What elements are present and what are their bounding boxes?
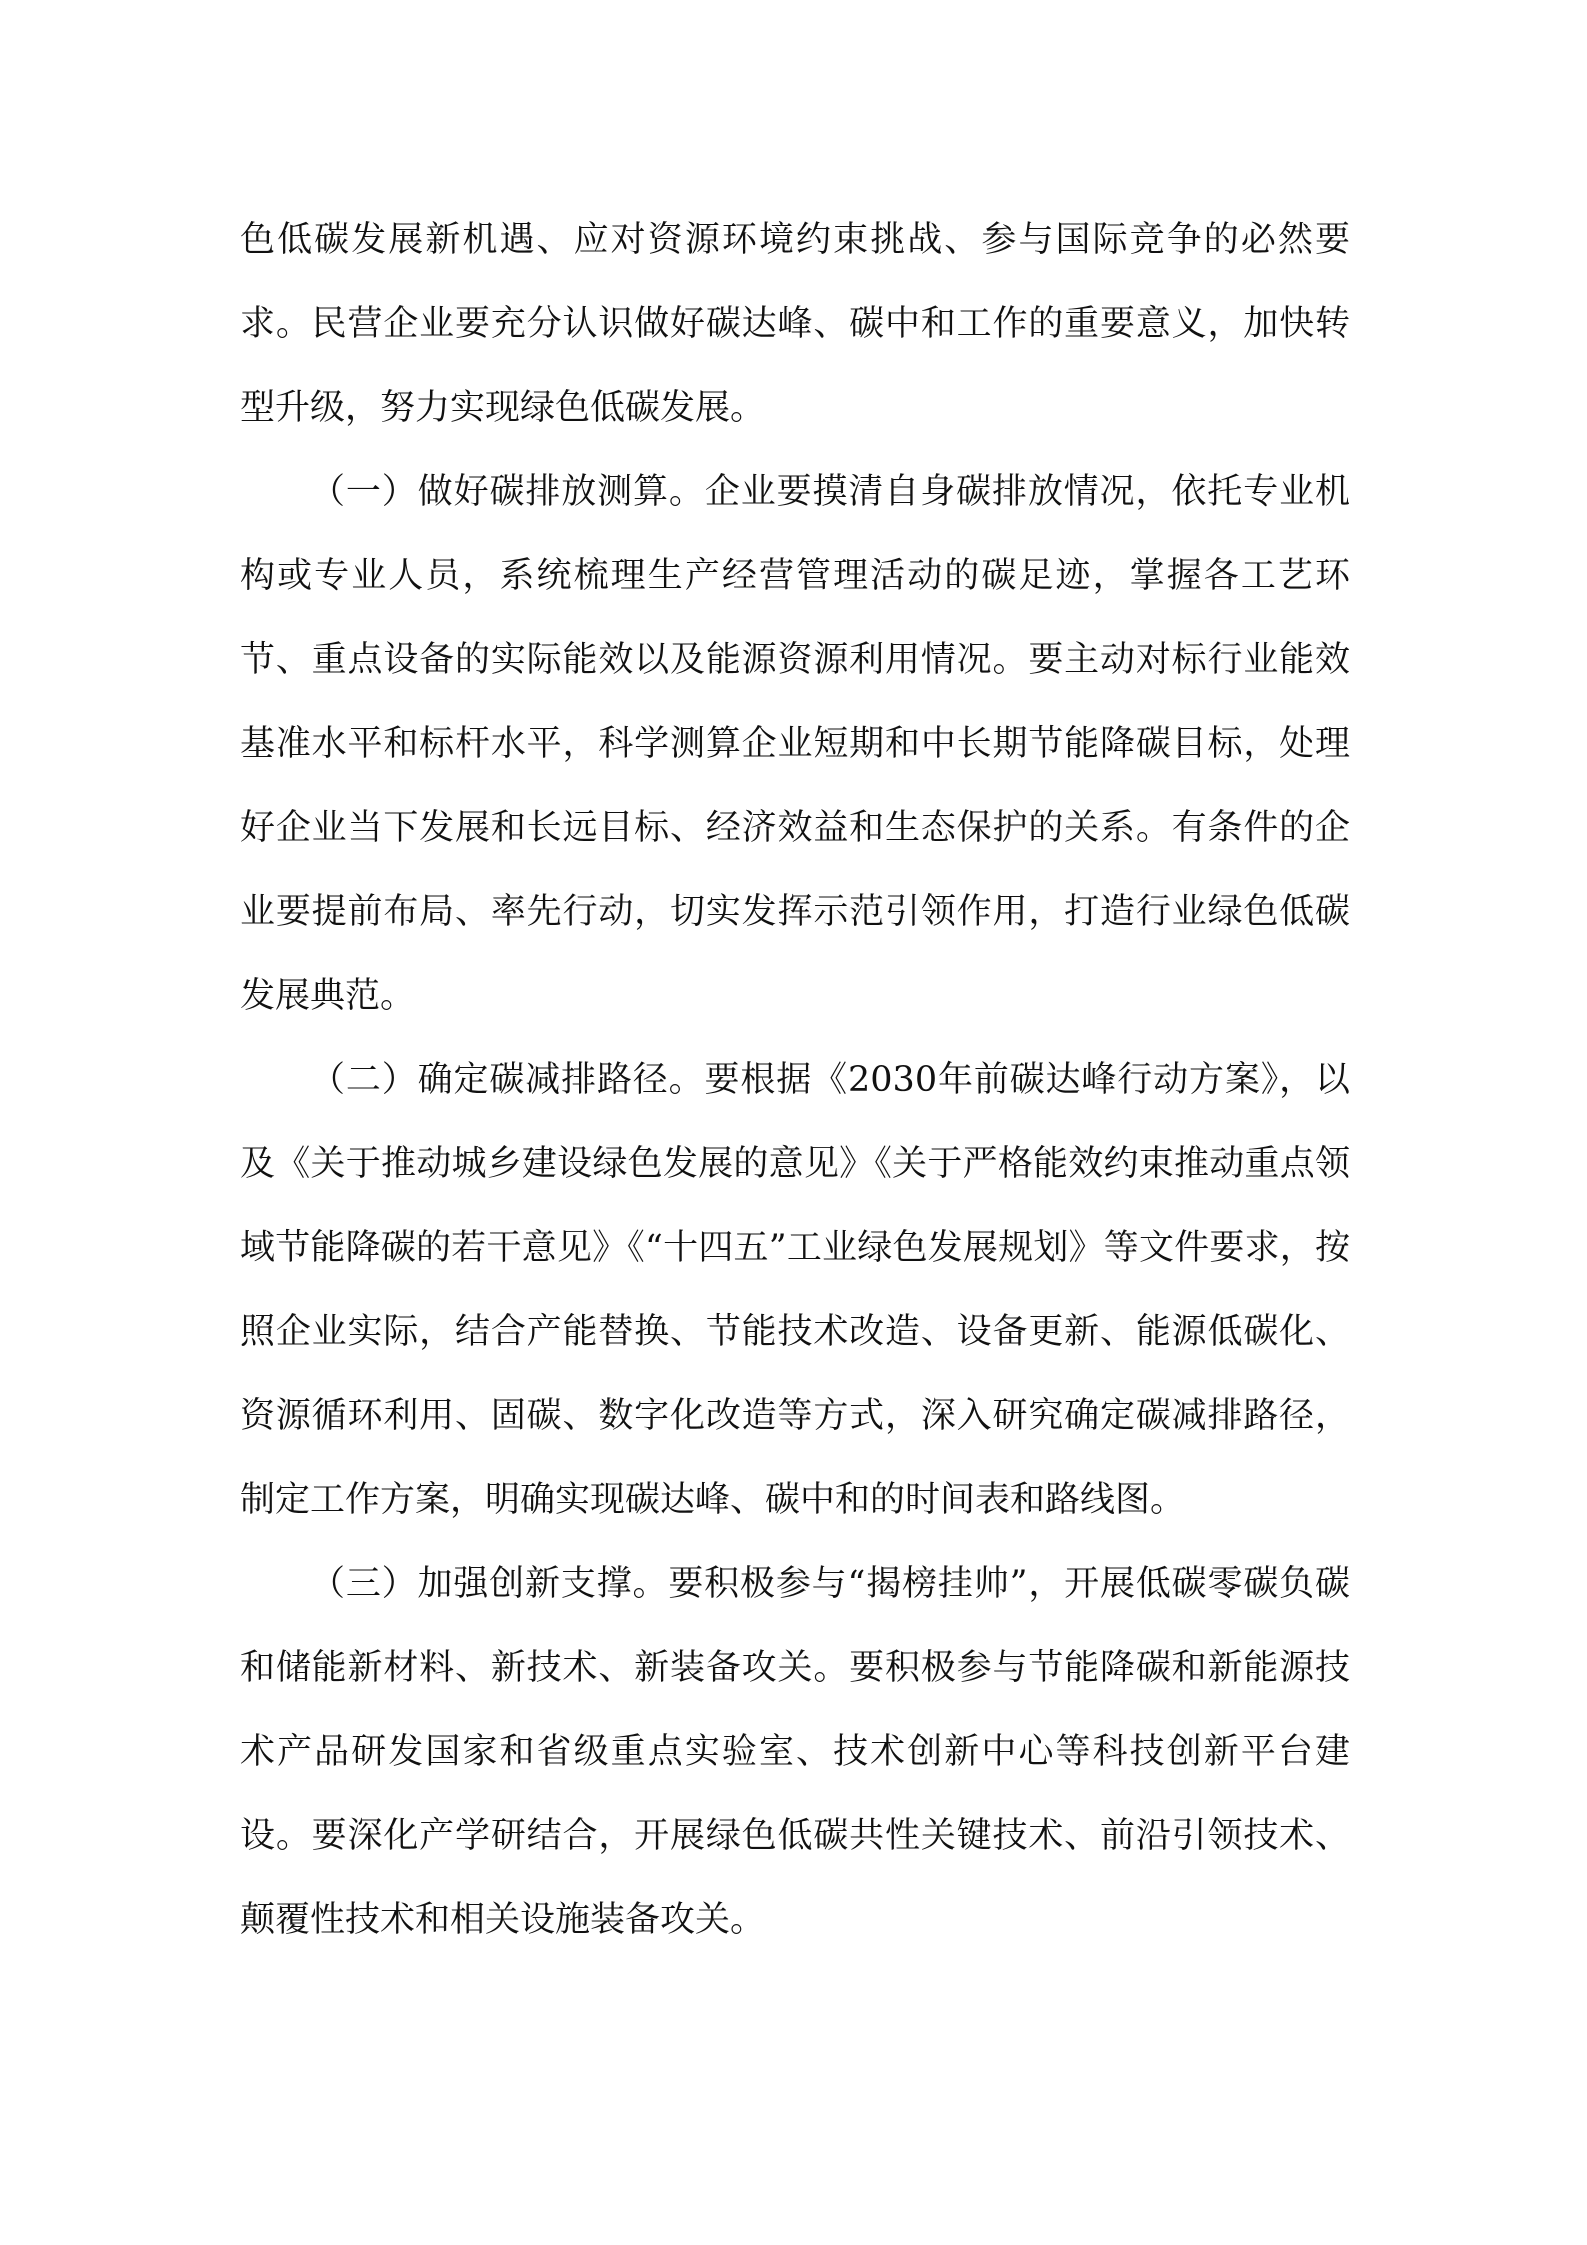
paragraph-continuation: 色低碳发展新机遇、应对资源环境约束挑战、参与国际竞争的必然要求。民营企业要充分认识做好碳达峰、碳中和工作的重要意义，加快转型升级，努力实现绿色低碳发展。 [240, 220, 1350, 428]
document-body [240, 198, 1350, 1962]
paragraph-emission-path: （二）确定碳减排路径。要根据《2030年前碳达峰行动方案》，以及《关于推动城乡建设绿色发展的意见》《关于严格能效约束推动重点领域节能降碳的若干意见》《“十四五”工业绿色发展规划》等文件要求，按照企业实际，结合产能替换、节能技术改造、设备更新、能源低碳化、资源循环利用、固碳、数字化改造等方式，深入研究确定碳减排路径，制定工作方案，明确实现碳达峰、碳中和的时间表和路线图。 [240, 1060, 1350, 1520]
paragraph-carbon-measurement: （一）做好碳排放测算。企业要摸清自身碳排放情况，依托专业机构或专业人员，系统梳理生产经营管理活动的碳足迹，掌握各工艺环节、重点设备的实际能效以及能源资源利用情况。要主动对标行业能效基准水平和标杆水平，科学测算企业短期和中长期节能降碳目标，处理好企业当下发展和长远目标、经济效益和生态保护的关系。有条件的企业要提前布局、率先行动，切实发挥示范引领作用，打造行业绿色低碳发展典范。 [240, 472, 1350, 1016]
paragraph-innovation-support: （三）加强创新支撑。要积极参与“揭榜挂帅”，开展低碳零碳负碳和储能新材料、新技术、新装备攻关。要积极参与节能降碳和新能源技术产品研发国家和省级重点实验室、技术创新中心等科技创新平台建设。要深化产学研结合，开展绿色低碳共性关键技术、前沿引领技术、颠覆性技术和相关设施装备攻关。 [240, 1564, 1350, 1940]
